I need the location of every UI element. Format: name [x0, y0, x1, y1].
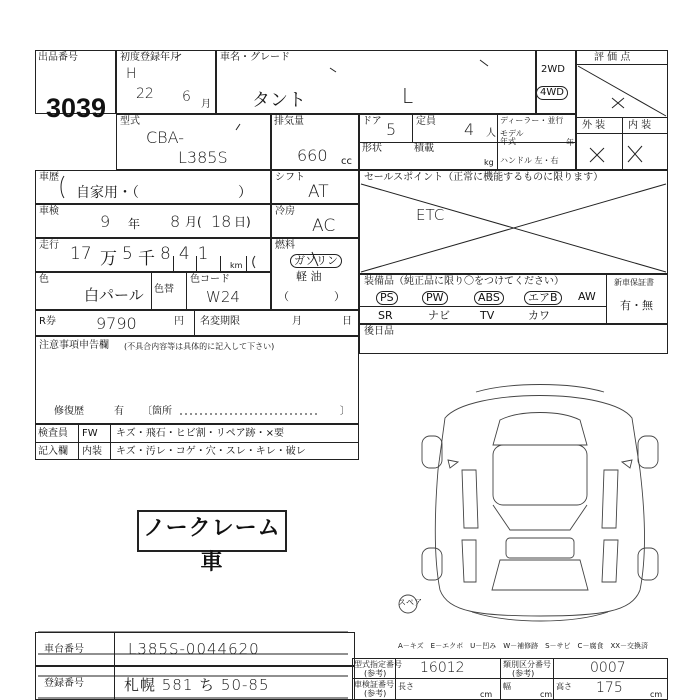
length-label: 長さ	[398, 682, 414, 691]
eval-score-strike	[578, 66, 666, 116]
cert-sub: (参考)	[364, 689, 387, 698]
history-close: ）	[238, 185, 252, 201]
exterior-label: 外 装	[582, 120, 606, 131]
equipment-item-3: エアB	[524, 291, 562, 305]
capacity-unit: 人	[486, 128, 496, 139]
type-designation-sub: (参考)	[364, 669, 387, 678]
interior-label: 内 装	[628, 120, 652, 131]
lot-number: 3039	[46, 93, 107, 123]
name-change-month: 月	[292, 316, 302, 327]
history-value: 自家用・（	[76, 185, 139, 201]
type-designation-value: 16012	[420, 660, 465, 676]
width-label: 幅	[503, 682, 511, 691]
drive-2wd: 2WD	[541, 64, 565, 75]
shape-label: 形状	[362, 143, 382, 154]
exterior-score-x	[590, 148, 604, 162]
car-name: タント	[252, 90, 306, 111]
load-unit: kg	[484, 158, 494, 167]
equipment-item-2: ABS	[474, 291, 504, 305]
width-unit: cm	[540, 690, 553, 699]
category-label: 類別区分番号	[503, 660, 551, 669]
length-unit: cm	[480, 690, 493, 699]
checker-fw-items: キズ・飛石・ヒビ割・リペア跡・×要	[116, 428, 284, 439]
car-grade: L	[402, 84, 414, 108]
car-diagram	[399, 385, 658, 622]
fuel-paren-open: （	[278, 290, 289, 303]
evaluation-label: 評 価 点	[594, 52, 631, 63]
equipment-item-0: PS	[376, 291, 398, 305]
drive-4wd: 4WD	[536, 86, 568, 100]
mileage-sen: 千	[138, 249, 155, 269]
cert-label: 車検証番号	[354, 680, 394, 689]
displacement-value: 660	[297, 146, 328, 165]
car-name-label: 車名・グレード	[220, 52, 290, 63]
height-value: 175	[596, 680, 623, 696]
equipment-item-row2-0: SR	[378, 309, 393, 322]
model-year-label: モデル 年式	[500, 129, 524, 146]
checker-int: 内装	[82, 446, 102, 457]
mileage-value-man: 17	[70, 244, 92, 264]
category-value: 0007	[590, 660, 626, 676]
recycle-unit: 円	[174, 316, 184, 327]
aircon-label: 冷房	[275, 206, 295, 217]
mileage-man: 万	[100, 249, 117, 269]
repair-bracket-open: 〔箇所	[142, 406, 172, 417]
first-registration-era: H	[126, 66, 137, 82]
lot-number-label: 出品番号	[38, 52, 78, 63]
checker-int-items: キズ・汚レ・コゲ・穴・スレ・キレ・破レ	[116, 446, 306, 457]
inspection-month-unit: 月(	[185, 215, 202, 229]
dealer-label: ディーラー・並行	[500, 116, 564, 125]
registration-value: 札幌 581 ち 50-85	[124, 676, 270, 694]
model-label: 型式	[120, 116, 140, 127]
recycle-label: R券	[39, 316, 56, 327]
after-install-label: 後日品	[364, 326, 394, 337]
name-change-day: 日	[342, 316, 352, 327]
mileage-value-sen: 5	[122, 244, 133, 264]
inspection-month: 8	[170, 212, 181, 231]
handle-label: ハンドル 左・右	[500, 156, 559, 165]
eval-score-x	[612, 98, 624, 108]
capacity-value: 4	[464, 120, 475, 139]
remarks-label: 注意事項申告欄	[39, 340, 109, 351]
chassis-label: 車台番号	[44, 644, 84, 655]
displacement-unit: cc	[341, 156, 352, 167]
color-label: 色	[39, 274, 49, 285]
type-designation-label: 型式指定番号	[354, 660, 402, 669]
model-year-unit: 年	[566, 138, 574, 147]
mileage-label: 走行	[39, 240, 59, 251]
displacement-label: 排気量	[274, 116, 304, 127]
color-change-label: 色替	[154, 284, 174, 295]
color-code-label: 色コード	[190, 274, 230, 285]
fuel-gasoline: ガソリン	[290, 254, 342, 268]
remarks-note: (不具合内容等は具体的に記入して下さい)	[124, 342, 275, 351]
first-registration-month: 6	[182, 89, 191, 105]
fuel-paren-close: ）	[334, 290, 345, 303]
fuel-label: 燃料	[275, 240, 295, 251]
inspection-day-unit: 日)	[234, 215, 251, 229]
mileage-unit: km	[230, 261, 243, 270]
doors-label: ドア	[362, 116, 382, 127]
model-value-2: L385S	[178, 148, 228, 167]
repair-value: 有	[114, 406, 124, 417]
inspection-year: 9	[100, 212, 111, 231]
equipment-item-row2-2: TV	[480, 309, 495, 322]
interior-score-x	[628, 146, 642, 162]
repair-label: 修復歴	[54, 406, 84, 417]
aircon-value: AC	[312, 216, 336, 236]
inspection-day: 18	[211, 212, 232, 231]
height-label: 高さ	[556, 682, 572, 691]
equipment-label: 装備品（純正品に限り〇をつけてください）	[364, 276, 564, 287]
equipment-item-1: PW	[422, 291, 448, 305]
category-sub: (参考)	[512, 669, 535, 678]
checker-row2-label: 記入欄	[38, 446, 68, 457]
checker-row1-label: 検査員	[38, 428, 68, 439]
registration-label: 登録番号	[44, 678, 84, 689]
history-label: 車歴	[39, 172, 59, 183]
sales-point-cross	[361, 184, 666, 272]
color-code: W24	[206, 288, 240, 306]
equipment-item-4: AW	[578, 290, 596, 303]
no-claim-stamp: ノークレーム車	[137, 510, 287, 552]
shift-label: シフト	[275, 172, 305, 183]
warranty-value: 有・無	[620, 299, 653, 312]
recycle-value: 9790	[96, 314, 137, 333]
first-registration-label: 初度登録年月	[120, 52, 180, 63]
spare-label: スペア	[398, 598, 422, 607]
damage-legend: A－キズ E－エクボ U－凹み W－補修跡 S－サビ C－腐食 XX－交換済	[398, 642, 649, 650]
sales-point-label: セールスポイント（正常に機能するものに限ります）	[364, 172, 604, 183]
height-unit: cm	[650, 690, 663, 699]
repair-bracket-close: 〕	[340, 406, 350, 417]
shift-value: AT	[308, 182, 329, 202]
doors-value: 5	[386, 120, 397, 139]
warranty-label: 新車保証書	[614, 278, 654, 287]
load-label: 積載	[414, 143, 434, 154]
color-value: 白パール	[84, 286, 144, 304]
chassis-value: L385S-0044620	[128, 640, 260, 658]
equipment-item-row2-1: ナビ	[428, 309, 450, 322]
model-value-1: CBA-	[146, 128, 185, 147]
capacity-label: 定員	[416, 116, 436, 127]
fuel-diesel: 軽 油	[296, 270, 322, 283]
inspection-year-unit: 年	[128, 217, 141, 231]
inspection-label: 車検	[39, 206, 59, 217]
sales-point-value: ETC	[416, 206, 445, 224]
mileage-value-rest: 841	[160, 244, 217, 264]
first-registration-year: 22	[136, 86, 154, 102]
first-registration-month-unit: 月	[201, 99, 211, 110]
equipment-item-row2-3: カワ	[528, 309, 550, 322]
checker-fw: FW	[82, 428, 98, 439]
name-change-label: 名変期限	[200, 316, 240, 327]
